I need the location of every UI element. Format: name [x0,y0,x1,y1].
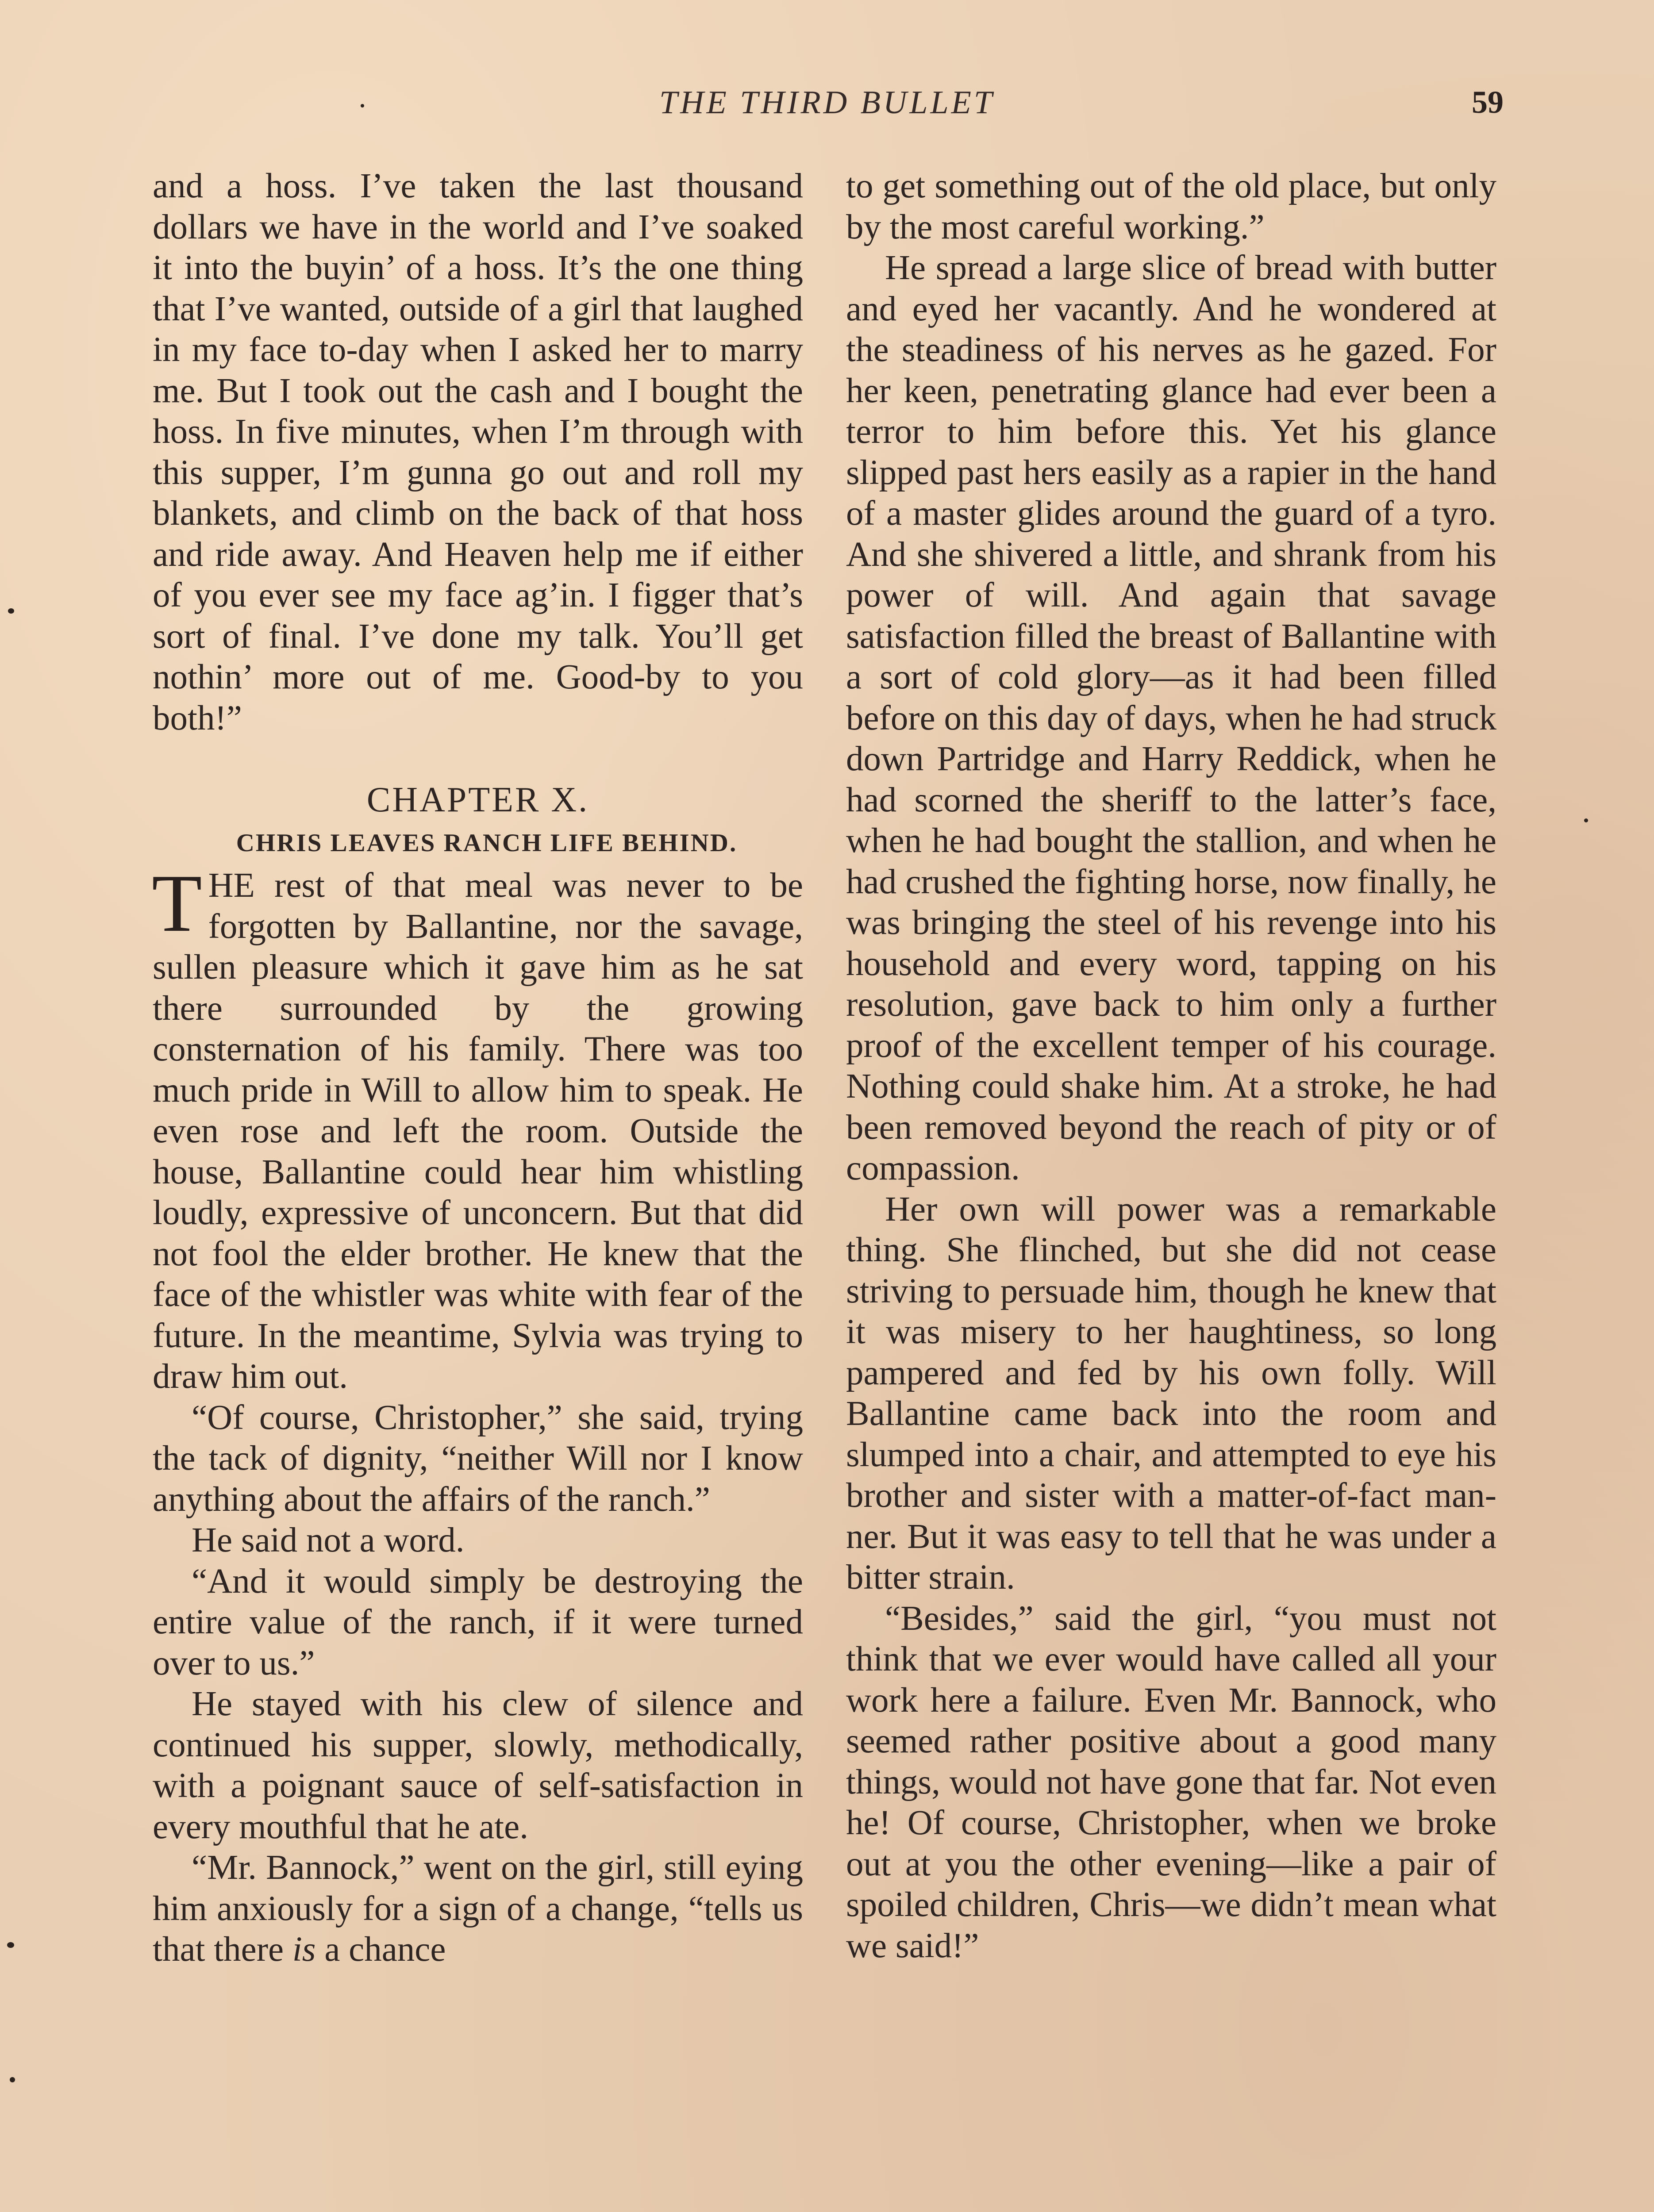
chapter-subtitle: CHRIS LEAVES RANCH LIFE BEHIND. [236,829,738,857]
paragraph [153,1847,803,1970]
page-header [0,84,1654,133]
drop-cap: T [152,858,202,949]
chapter-heading: CHAPTER X. [366,780,589,819]
paragraph-text: a chance [315,1930,446,1969]
paper-speck [361,104,364,108]
paragraph: to get something out of the old place, but only by the most careful working.” [846,167,1496,246]
chapter-opening-paragraph [152,858,803,1398]
page-number: 59 [1472,84,1504,120]
paragraph: “Besides,” said the girl, “you must not think that we ever would have called all your work here a failure. Even Mr. Bannock, who seemed rather positive about a good many things, would not have gone that far. Not even he! Of course, Christopher, when we broke out at you the other evening—like a pair of spoiled children, Chris—we didn’t mean what we said!” [846,1599,1496,1965]
paragraph-text: HE rest of that meal was never to be forgotten by Ballantine, nor the savage, sullen pleasure which it gave him as he sat there surrounded by the growing consternation of his family. There was too much pride in Will to allow him to speak. He even rose and left the room. Outside the house, Ballantine could hear him whistling loudly, expressive of unconcern. But that did not fool the elder brother. He knew that the face of the whistler was white with fear of the future. In the meantime, Sylvia was trying to draw him out. [153,866,803,1396]
paper-speck [10,2077,15,2082]
paragraph: Her own will power was a remarkable thing. She flinched, but she did not cease striving to persuade him, though he knew that it was misery to her haughtiness, so long pampered and fed by his own folly. Will Ballantine came back into the room and slumped into a chair, and attempted to eye his brother and sister with a matter-of-fact manner. But it was easy to tell that he was under a bitter strain. [846,1190,1496,1597]
paragraph: He spread a large slice of bread with butter and eyed her vacantly. And he wondered at the steadiness of his nerves as he gazed. For her keen, penetrating glance had ever been a terror to him before this. Yet his glance slipped past hers easily as a rapier in the hand of a master glides around the guard of a tyro. And she shivered a little, and shrank from his power of will. And again that savage satisfaction filled the breast of Ballantine with a sort of cold glory—as it had been filled before on this day of days, when he had struck down Partridge and Harry Reddick, when he had scorned the sheriff to the latter’s face, when he had bought the stallion, and when he had crushed the fighting horse, now finally, he was bringing the steel of his revenge into his household and every word, tapping on his resolution, gave back to him only a further proof of the excellent temper of his courage. Nothing could shake him. At a stroke, he had been removed beyond the reach of pity or of compassion. [846,249,1496,1187]
running-title: THE THIRD BULLET [659,84,995,121]
paper-speck [1584,818,1588,822]
paper-speck [7,1942,14,1948]
right-column [846,166,1496,1966]
paragraph: He stayed with his clew of silence and continued his supper, slowly, methodically, with a poignant sauce of self-satisfaction in every mouthful that he ate. [153,1685,803,1846]
paragraph: “And it would simply be destroying the entire value of the ranch, if it were turned over to us.” [153,1562,803,1682]
paragraph-text: “Mr. Bannock,” went on the girl, still eying him anxiously for a sign of a change, “tells us that there [153,1848,803,1969]
paragraph: “Of course, Christopher,” she said, trying the tack of dignity, “neither Will nor I know anything about the affairs of the ranch.” [153,1398,803,1519]
paragraph: He said not a word. [192,1521,465,1559]
paper-speck [8,608,14,614]
paragraph: and a hoss. I’ve taken the last thousand dollars we have in the world and I’ve soaked it into the buyin’ of a hoss. It’s the one thing that I’ve wanted, outside of a girl that laughed in my face to-day when I asked her to marry me. But I took out the cash and I bought the hoss. In five minutes, when I’m through with this supper, I’m gunna go out and roll my blankets, and climb on the back of that hoss and ride away. And Heaven help me if either of you ever see my face ag’in. I figger that’s sort of final. I’ve done my talk. You’ll get nothin’ more out of me. Good-by to you both!” [153,167,803,737]
italic-word: is [292,1930,316,1969]
left-column [153,166,803,1970]
